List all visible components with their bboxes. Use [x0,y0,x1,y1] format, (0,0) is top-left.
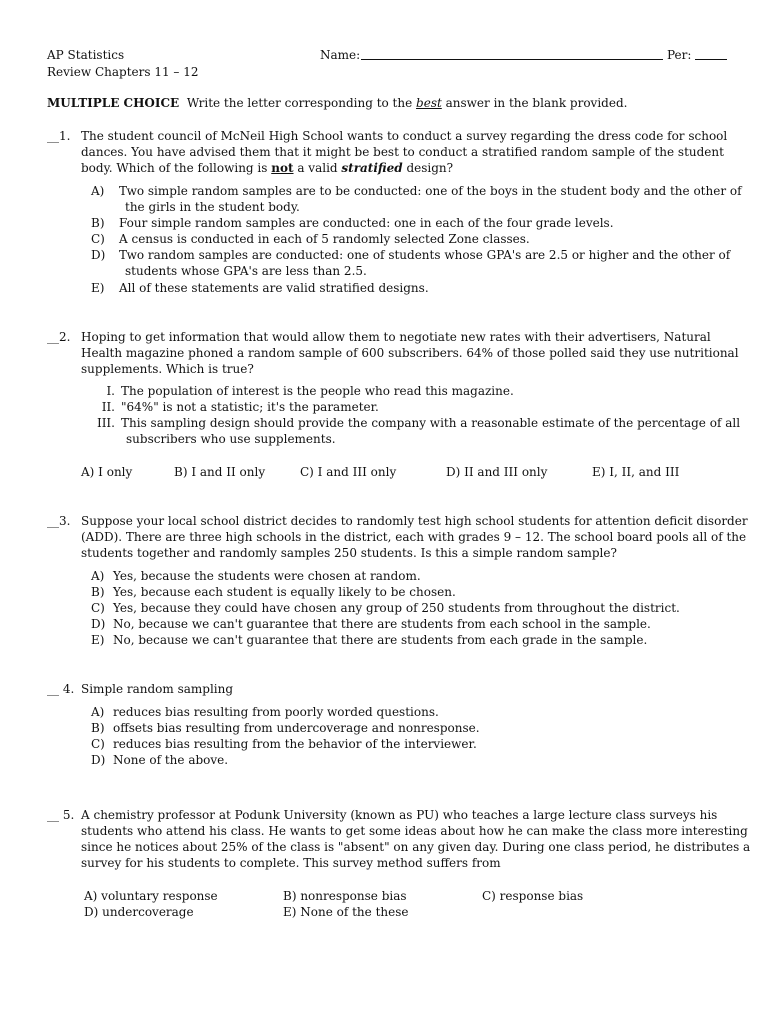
q2-stem-line-1: Hoping to get information that would allow them to negotiate new rates with their advertisers, Natural [81,330,711,344]
option-letter: C) [91,232,105,246]
q1-option-e [91,280,429,296]
q4-stem: Simple random sampling [81,682,234,696]
q2-statement-ii [89,399,379,415]
q2-stem-line-2: Health magazine phoned a random sample of 600 subscribers. 64% of those polled said they use nutritional [81,346,739,360]
q2-answer-d: D) II and III only [446,465,548,479]
name-field[interactable] [361,47,663,64]
q1-option-a-cont: the girls in the student body. [125,200,300,214]
q1-stem-text-2: a valid [293,161,342,175]
option-text: reduces bias resulting from the behavior of the interviewer. [113,737,477,751]
q3-option-d [91,616,651,632]
option-letter: D) [91,753,106,767]
q2-answer-a: A) I only [81,465,133,479]
q5-answer-e: E) None of the these [283,905,409,919]
q2-answer-b: B) I and II only [174,465,266,479]
q1-stem-text-3: design? [402,161,454,175]
option-text: No, because we can't guarantee that there are students from each grade in the sample. [113,633,648,647]
option-text: None of the above. [113,753,229,767]
instructions-lead: MULTIPLE CHOICE [47,96,180,110]
q3-option-b [91,584,456,600]
option-letter: E) [91,281,105,295]
q5-answer-d: D) undercoverage [84,905,194,919]
q3-number[interactable]: __3. [47,514,71,528]
statement-text: This sampling design should provide the company with a reasonable estimate of the percentage of all [121,416,741,430]
q5-answer-a: A) voluntary response [84,889,218,903]
option-letter: B) [91,721,105,735]
instructions-text-2: answer in the blank provided. [441,96,628,110]
option-letter: A) [91,569,105,583]
option-text: Yes, because the students were chosen at random. [113,569,421,583]
period-field[interactable] [695,47,727,64]
q1-stem-line-2: dances. You have advised them that it might be best to conduct a stratified random sample of the student [81,145,724,159]
q4-option-c [91,736,477,752]
q1-stem-line-1: The student council of McNeil High School wants to conduct a survey regarding the dress code for school [81,129,728,143]
q2-answer-e: E) I, II, and III [592,465,680,479]
q1-option-d [91,247,730,263]
review-subtitle: Review Chapters 11 – 12 [47,65,199,79]
per-label: Per: [667,48,692,62]
q5-stem-line-3: since he notices about 25% of the class is "absent" on any given day. During one class period, he distributes a [81,840,751,854]
statement-text: The population of interest is the people who read this magazine. [121,384,514,398]
q5-stem-line-1: A chemistry professor at Podunk University (known as PU) who teaches a large lecture class surveys his [81,808,718,822]
option-text: Two random samples are conducted: one of students whose GPA's are 2.5 or higher and the other of [119,248,731,262]
q2-stem-line-3: supplements. Which is true? [81,362,254,376]
roman-numeral: II. [101,400,115,414]
q5-answer-c: C) response bias [482,889,584,903]
instructions-text-1: Write the letter corresponding to the [186,96,417,110]
q1-option-c [91,231,530,247]
q1-stem-stratified: stratified [341,161,403,175]
q4-option-b [91,720,480,736]
option-letter: D) [91,617,106,631]
q3-stem-line-1: Suppose your local school district decides to randomly test high school students for attention deficit disorder [81,514,748,528]
q2-number[interactable]: __2. [47,330,71,344]
option-letter: D) [91,248,106,262]
option-text: Yes, because each student is equally likely to be chosen. [113,585,456,599]
q4-option-d [91,752,228,768]
option-letter: E) [91,633,105,647]
q5-answer-b: B) nonresponse bias [283,889,407,903]
q5-stem-line-4: survey for his students to complete. This survey method suffers from [81,856,501,870]
option-letter: B) [91,585,105,599]
option-text: All of these statements are valid stratified designs. [119,281,429,295]
q3-stem-line-2: (ADD). There are three high schools in the district, each with grades 9 – 12. The school board pools all of the [81,530,747,544]
q1-number[interactable]: __1. [47,129,71,143]
q2-statement-i [89,383,514,399]
roman-numeral: III. [96,416,115,430]
q2-statement-iii-cont: subscribers who use supplements. [126,432,336,446]
roman-numeral: I. [106,384,115,398]
q3-option-a [91,568,421,584]
q3-option-e [91,632,647,648]
q4-option-a [91,704,439,720]
q1-option-d-cont: students whose GPA's are less than 2.5. [125,264,367,278]
instructions-emph: best [416,96,442,110]
option-text: No, because we can't guarantee that there are students from each school in the sample. [113,617,651,631]
q2-statement-iii [89,415,740,431]
course-title: AP Statistics [47,48,125,62]
q2-answer-c: C) I and III only [300,465,397,479]
option-letter: A) [91,705,105,719]
q1-option-a [91,183,742,199]
q1-stem-text: body. Which of the following is [81,161,272,175]
statement-text: "64%" is not a statistic; it's the parameter. [121,400,379,414]
q1-option-b [91,215,614,231]
q1-stem-not: not [271,161,294,175]
q3-option-c [91,600,680,616]
option-letter: C) [91,737,105,751]
option-text: Yes, because they could have chosen any group of 250 students from throughout the district. [113,601,680,615]
q1-stem-line-3 [81,160,453,176]
q5-number[interactable]: __ 5. [47,808,75,822]
name-label: Name: [320,48,361,62]
instructions [47,95,627,111]
option-letter: A) [91,184,105,198]
option-text: offsets bias resulting from undercoverage and nonresponse. [113,721,480,735]
option-text: Two simple random samples are to be conducted: one of the boys in the student body and the other of [119,184,742,198]
option-text: Four simple random samples are conducted: one in each of the four grade levels. [119,216,614,230]
q3-stem-line-3: students together and randomly samples 250 students. Is this a simple random sample? [81,546,617,560]
option-text: reduces bias resulting from poorly worded questions. [113,705,439,719]
option-text: A census is conducted in each of 5 randomly selected Zone classes. [119,232,530,246]
q4-number[interactable]: __ 4. [47,682,75,696]
q5-stem-line-2: students who attend his class. He wants to get some ideas about how he can make the class more interesting [81,824,748,838]
option-letter: C) [91,601,105,615]
option-letter: B) [91,216,105,230]
